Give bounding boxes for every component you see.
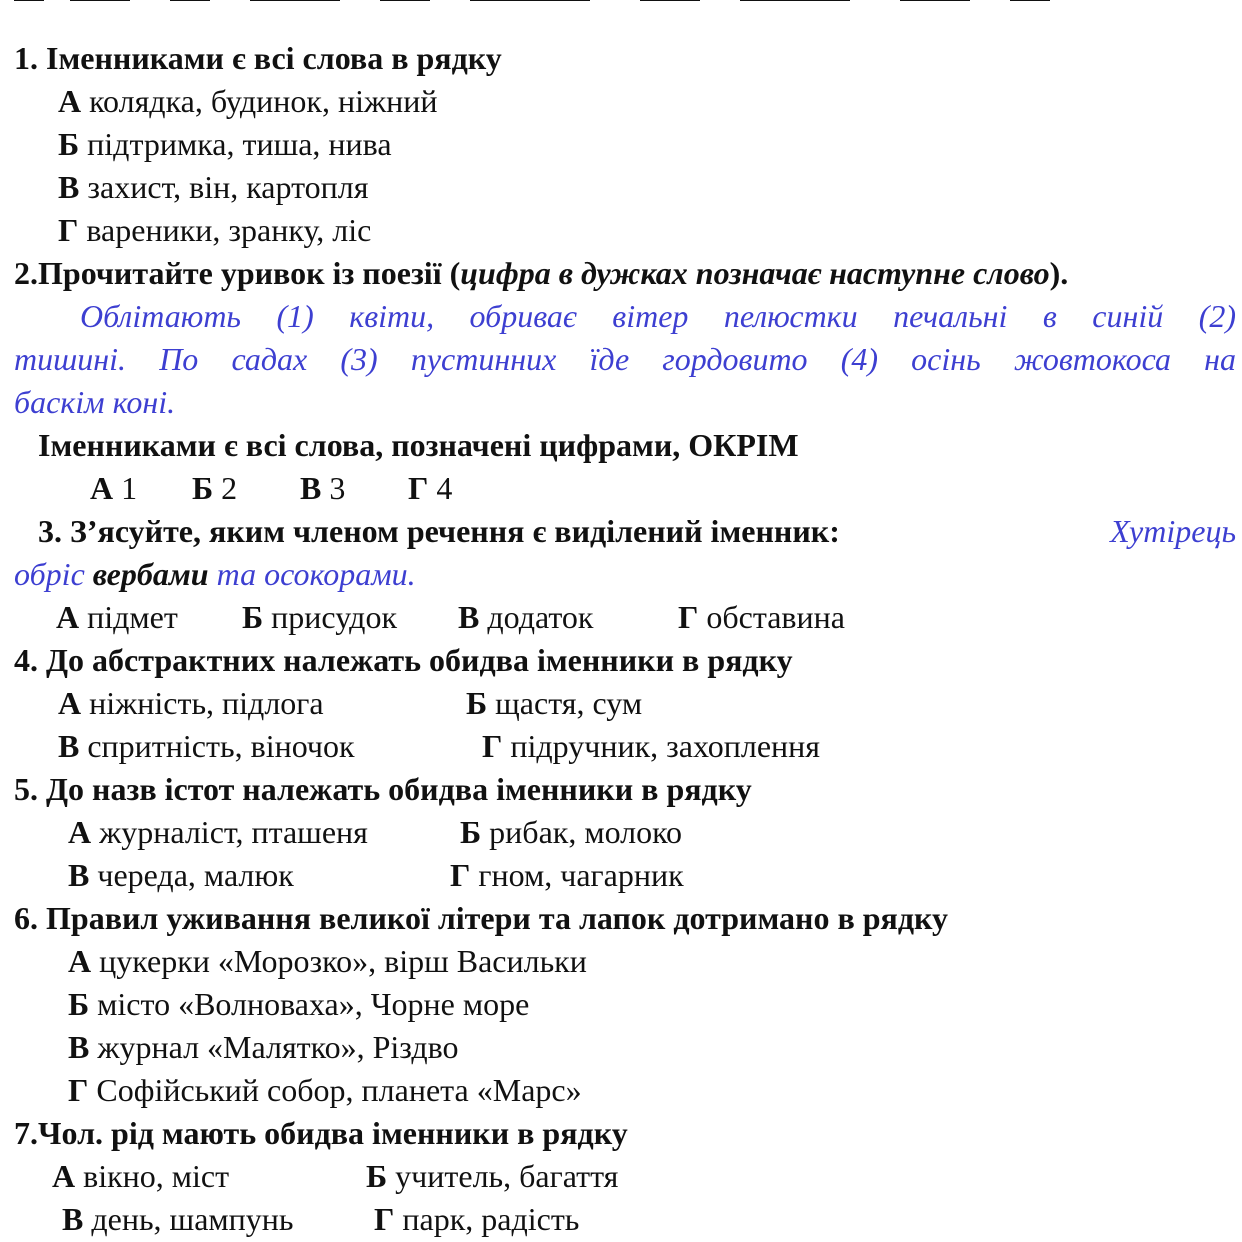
q7-option-a xyxy=(52,1156,229,1196)
option-text: учитель, багаття xyxy=(395,1158,619,1194)
option-text: колядка, будинок, ніжний xyxy=(89,83,438,119)
option-letter: Г xyxy=(68,1072,89,1108)
option-letter: Б xyxy=(466,685,488,721)
option-letter: Б xyxy=(366,1158,388,1194)
poem-line-2: тишині. По садах (3) пустинних їде гордовито (4) осінь жовтокоса на xyxy=(14,341,1236,377)
option-text: 2 xyxy=(221,470,238,506)
option-text: гном, чагарник xyxy=(478,857,684,893)
option-letter: В xyxy=(68,857,90,893)
option-letter: В xyxy=(62,1201,84,1237)
option-letter: Б xyxy=(192,470,214,506)
q3-sentence-end: та осокорами. xyxy=(216,556,416,592)
q1-option-b xyxy=(58,124,392,164)
option-letter: Б xyxy=(58,126,80,162)
question-7-title: 7.Чол. рід мають обидва іменники в рядку xyxy=(14,1115,628,1151)
option-text: підмет xyxy=(87,599,178,635)
option-text: 4 xyxy=(436,470,453,506)
q3-sentence-part: обріс xyxy=(14,556,85,592)
question-5-title: 5. До назв істот належать обидва іменники в рядку xyxy=(14,771,752,807)
poem-line-1: Облітають (1) квіти, обриває вітер пелюстки печальні в синій (2) xyxy=(80,298,1236,334)
option-text: захист, він, картопля xyxy=(87,169,369,205)
q6-option-a xyxy=(68,941,587,981)
q6-option-d xyxy=(68,1070,582,1110)
poem-line-3: баскім коні. xyxy=(14,384,176,420)
option-text: вареники, зранку, ліс xyxy=(86,212,372,248)
option-letter: В xyxy=(58,728,80,764)
option-text: ніжність, підлога xyxy=(89,685,324,721)
q5-option-b xyxy=(460,812,682,852)
question-2-title xyxy=(14,253,1068,293)
q4-option-c xyxy=(58,726,355,766)
q5-option-a xyxy=(68,812,368,852)
option-letter: А xyxy=(52,1158,76,1194)
option-text: парк, радість xyxy=(402,1201,580,1237)
option-letter: А xyxy=(56,599,80,635)
option-letter: В xyxy=(68,1029,90,1065)
q3-highlighted-noun: вербами xyxy=(92,556,209,592)
option-letter: А xyxy=(58,83,82,119)
option-letter: А xyxy=(68,943,92,979)
option-text: додаток xyxy=(487,599,594,635)
q7-option-c xyxy=(62,1199,293,1239)
option-letter: Г xyxy=(58,212,79,248)
q2-title-end: ). xyxy=(1049,255,1069,291)
option-text: місто «Волноваха», Чорне море xyxy=(97,986,530,1022)
option-letter: А xyxy=(90,470,114,506)
option-text: обставина xyxy=(706,599,845,635)
option-text: журнал «Малятко», Різдво xyxy=(97,1029,459,1065)
option-letter: Г xyxy=(482,728,503,764)
q1-option-a xyxy=(58,81,437,121)
option-text: 3 xyxy=(329,470,346,506)
option-letter: А xyxy=(68,814,92,850)
question-3-title: 3. З’ясуйте, яким членом речення є виділений іменник: xyxy=(38,513,840,549)
option-text: присудок xyxy=(271,599,397,635)
q5-option-c xyxy=(68,855,294,895)
q6-option-b xyxy=(68,984,529,1024)
option-text: вікно, міст xyxy=(83,1158,230,1194)
option-text: Софійський собор, планета «Марс» xyxy=(96,1072,582,1108)
option-text: підручник, захоплення xyxy=(510,728,821,764)
q7-option-b xyxy=(366,1156,618,1196)
option-text: журналіст, пташеня xyxy=(99,814,368,850)
q7-option-d xyxy=(374,1199,579,1239)
q4-option-d xyxy=(482,726,820,766)
option-letter: Г xyxy=(678,599,699,635)
option-letter: В xyxy=(300,470,322,506)
q5-option-d xyxy=(450,855,684,895)
option-letter: Б xyxy=(68,986,90,1022)
option-text: цукерки «Морозко», вірш Васильки xyxy=(99,943,587,979)
option-text: спритність, віночок xyxy=(87,728,355,764)
q6-option-c xyxy=(68,1027,458,1067)
option-text: рибак, молоко xyxy=(489,814,683,850)
question-6-title: 6. Правил уживання великої літери та лапок дотримано в рядку xyxy=(14,900,949,936)
q1-option-d xyxy=(58,210,371,250)
cut-off-line xyxy=(0,0,1242,12)
q3-sentence xyxy=(14,554,416,594)
q2-title-italic: цифра в дужках позначає наступне слово xyxy=(460,255,1050,291)
option-letter: В xyxy=(58,169,80,205)
q3-sentence-start: Хутірець xyxy=(1110,513,1236,549)
option-text: череда, малюк xyxy=(97,857,294,893)
q4-option-a xyxy=(58,683,324,723)
option-text: день, шампунь xyxy=(91,1201,294,1237)
q4-option-b xyxy=(466,683,642,723)
option-text: щастя, сум xyxy=(495,685,643,721)
option-letter: Г xyxy=(450,857,471,893)
option-letter: Б xyxy=(242,599,264,635)
option-letter: А xyxy=(58,685,82,721)
option-letter: Б xyxy=(460,814,482,850)
option-text: 1 xyxy=(121,470,138,506)
question-2-prompt: Іменниками є всі слова, позначені цифрами, ОКРІМ xyxy=(38,427,799,463)
q1-option-c xyxy=(58,167,368,207)
option-text: підтримка, тиша, нива xyxy=(87,126,392,162)
option-letter: Г xyxy=(408,470,429,506)
option-letter: Г xyxy=(374,1201,395,1237)
question-4-title: 4. До абстрактних належать обидва іменники в рядку xyxy=(14,642,793,678)
option-letter: В xyxy=(458,599,480,635)
q2-title-bold: 2.Прочитайте уривок із поезії ( xyxy=(14,255,461,291)
question-1-title: 1. Іменниками є всі слова в рядку xyxy=(14,40,502,76)
